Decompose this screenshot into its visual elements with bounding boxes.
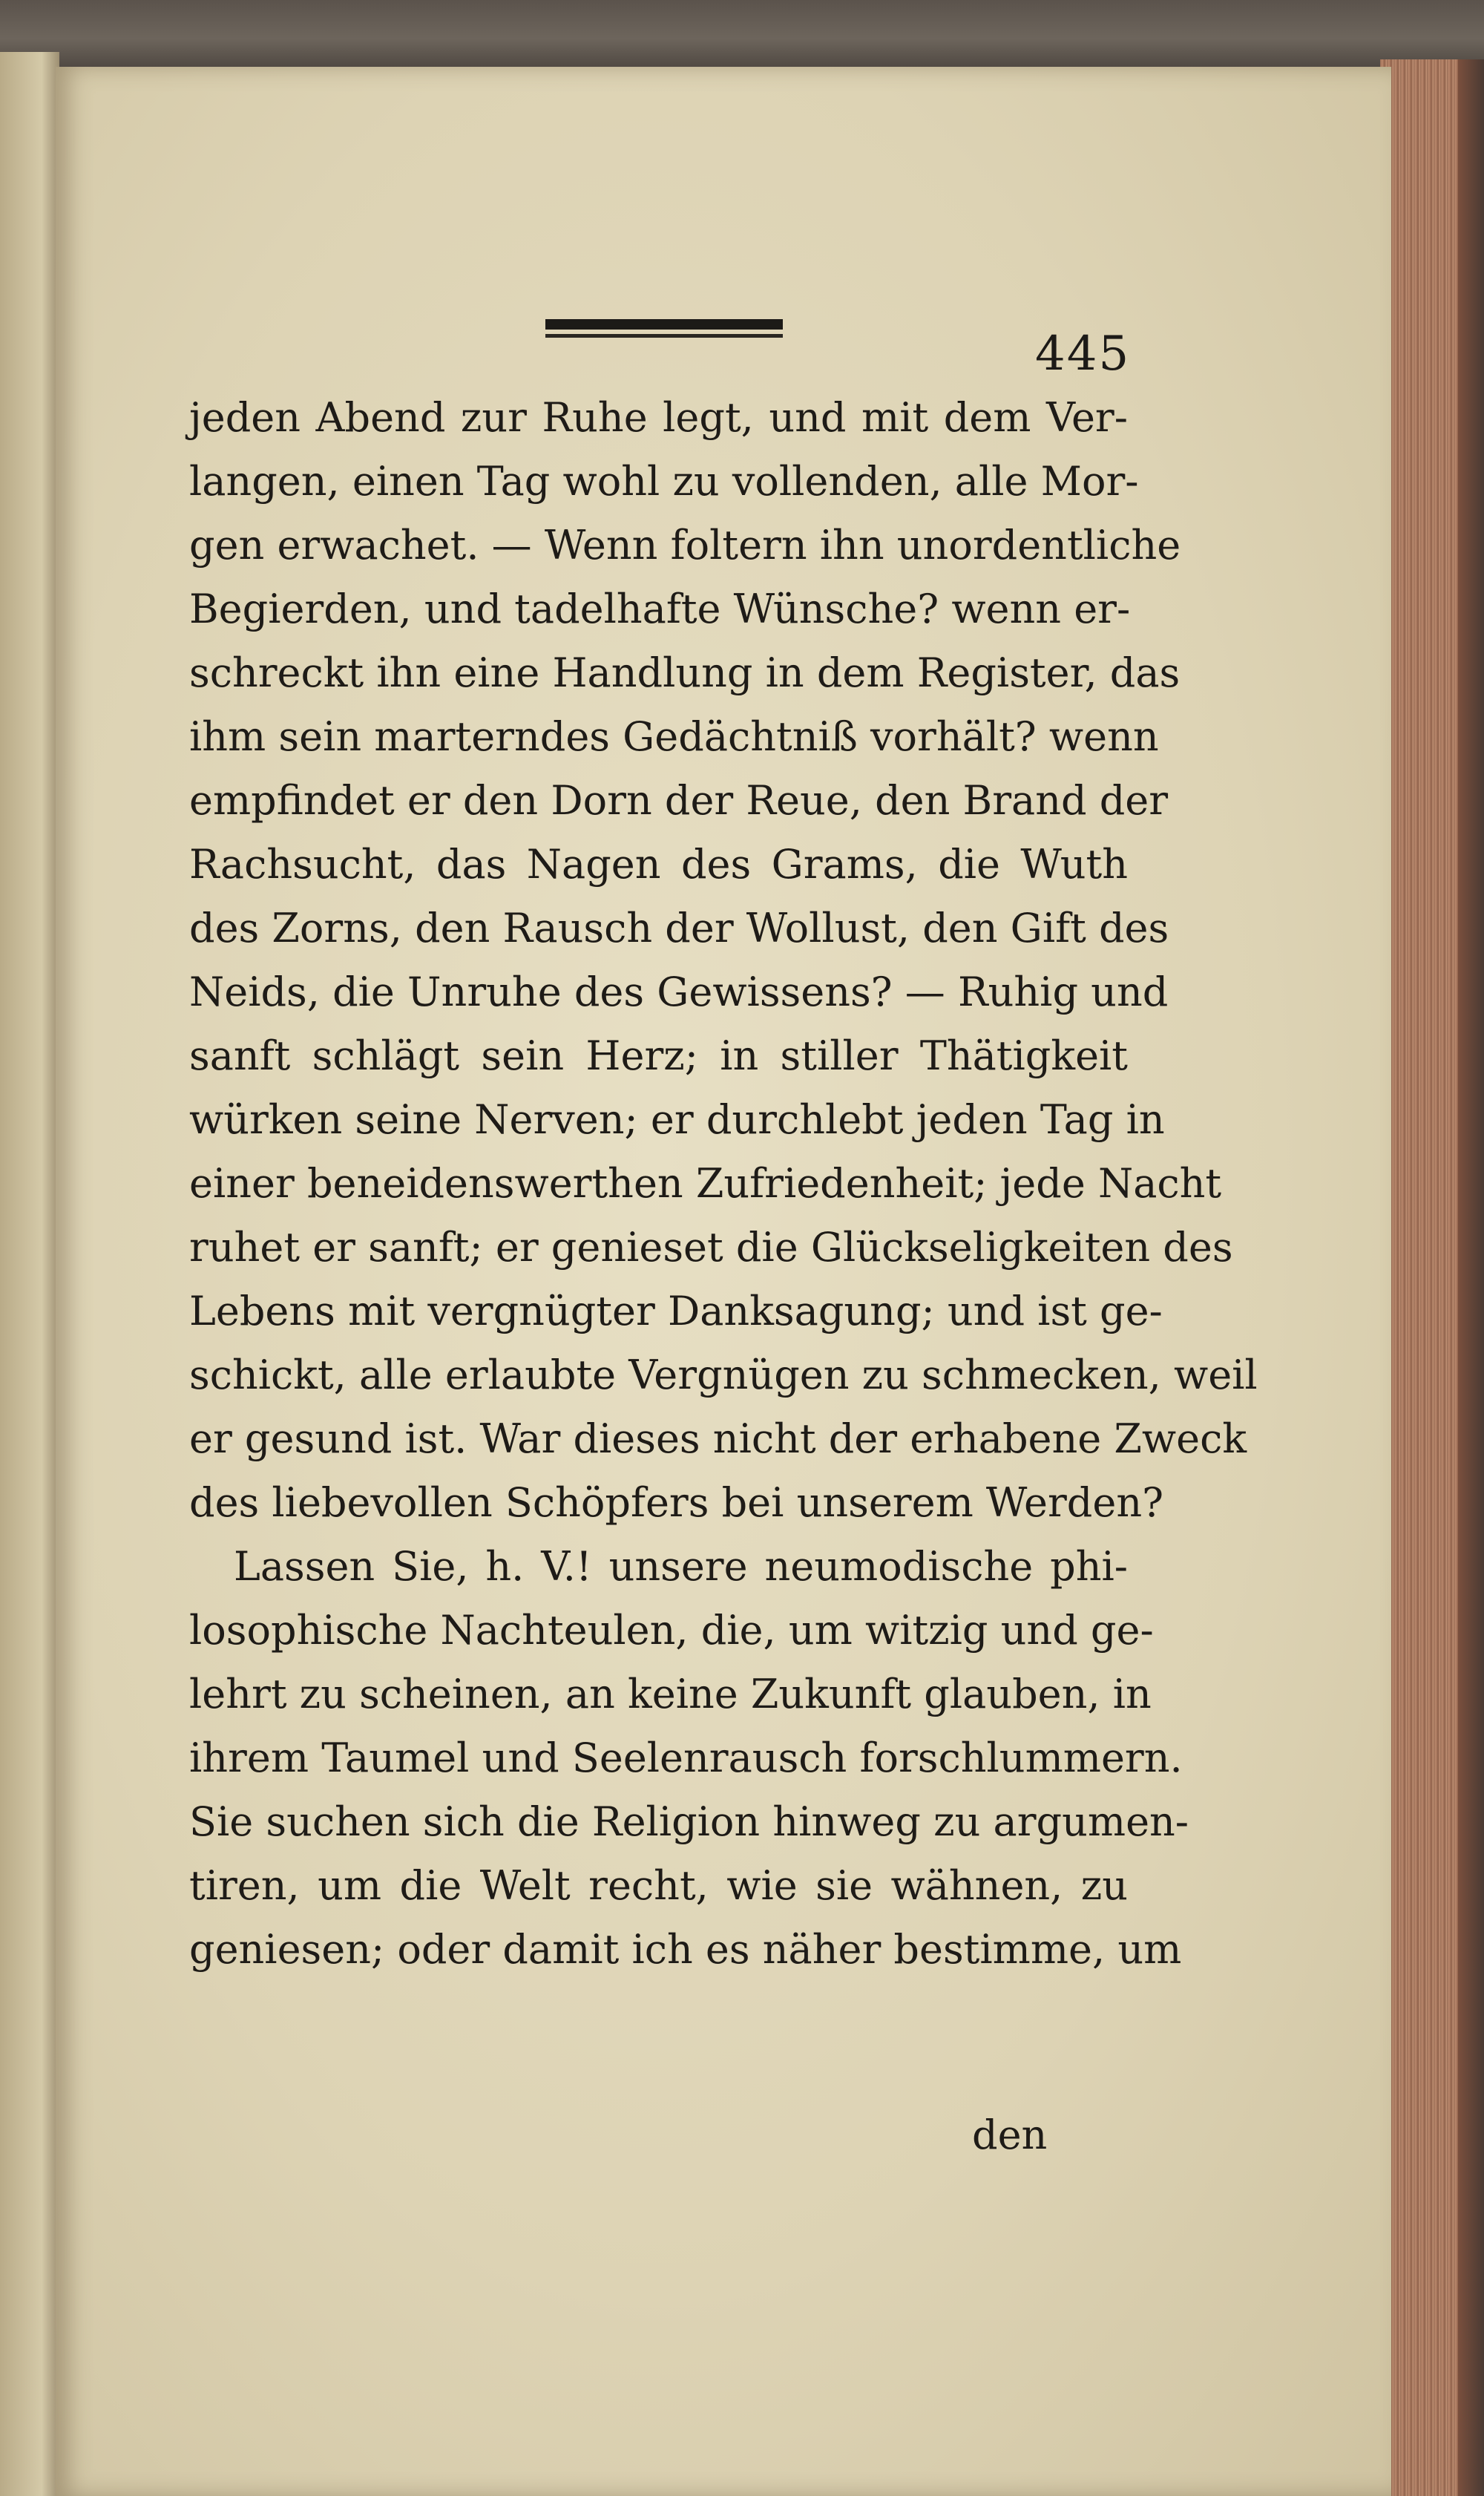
text-line: sanft schlägt sein Herz; in stiller Thätigkeit (189, 1032, 1128, 1079)
catchword: den (972, 2112, 1048, 2158)
page-number: 445 (1035, 327, 1131, 381)
text-line: lehrt zu scheinen, an keine Zukunft glauben, in (189, 1671, 1152, 1717)
text-line: Sie suchen sich die Religion hinweg zu argumen- (189, 1798, 1189, 1845)
header-ornament-rule (545, 319, 783, 338)
text-line: langen, einen Tag wohl zu vollenden, alle Mor- (189, 458, 1139, 505)
body-text (189, 386, 1258, 1982)
text-line: ruhet er sanft; er genieset die Glückseligkeiten des (189, 1224, 1233, 1271)
text-line: ihm sein marterndes Gedächtniß vorhält? wenn (189, 713, 1159, 760)
text-line: schreckt ihn eine Handlung in dem Register, das (189, 649, 1181, 696)
text-line: empfindet er den Dorn der Reue, den Brand der (189, 777, 1169, 824)
text-line: Neids, die Unruhe des Gewissens? — Ruhig und (189, 969, 1169, 1015)
text-line: jeden Abend zur Ruhe legt, und mit dem Ver- (189, 394, 1128, 441)
text-line: ihrem Taumel und Seelenrausch forschlummern. (189, 1735, 1183, 1781)
text-line: einer beneidenswerthen Zufriedenheit; jede Nacht (189, 1160, 1222, 1207)
text-line: losophische Nachteulen, die, um witzig und ge- (189, 1607, 1154, 1654)
text-line: tiren, um die Welt recht, wie sie wähnen, zu (189, 1862, 1128, 1909)
text-line: er gesund ist. War dieses nicht der erhabene Zweck (189, 1415, 1247, 1462)
text-line: Lebens mit vergnügter Danksagung; und ist ge- (189, 1288, 1163, 1334)
text-line: gen erwachet. — Wenn foltern ihn unordentliche (189, 522, 1181, 569)
book-binding-top (0, 0, 1484, 71)
text-line: Rachsucht, das Nagen des Grams, die Wuth (189, 841, 1128, 888)
text-line: Begierden, und tadelhafte Wünsche? wenn er- (189, 586, 1131, 632)
text-line: schickt, alle erlaubte Vergnügen zu schmecken, weil (189, 1352, 1258, 1398)
header-rule-thin (545, 334, 783, 338)
text-line: des liebevollen Schöpfers bei unserem Werden? (189, 1479, 1164, 1526)
header-rule-thick (545, 319, 783, 330)
text-line: des Zorns, den Rausch der Wollust, den Gift des (189, 905, 1169, 951)
facing-page-edge (0, 52, 59, 2496)
text-line: Lassen Sie, h. V.! unsere neumodische phi- (234, 1543, 1128, 1590)
text-line: würken seine Nerven; er durchlebt jeden Tag in (189, 1096, 1165, 1143)
text-line: geniesen; oder damit ich es näher bestimme, um (189, 1926, 1182, 1973)
book-spine-edge (1458, 59, 1484, 2496)
